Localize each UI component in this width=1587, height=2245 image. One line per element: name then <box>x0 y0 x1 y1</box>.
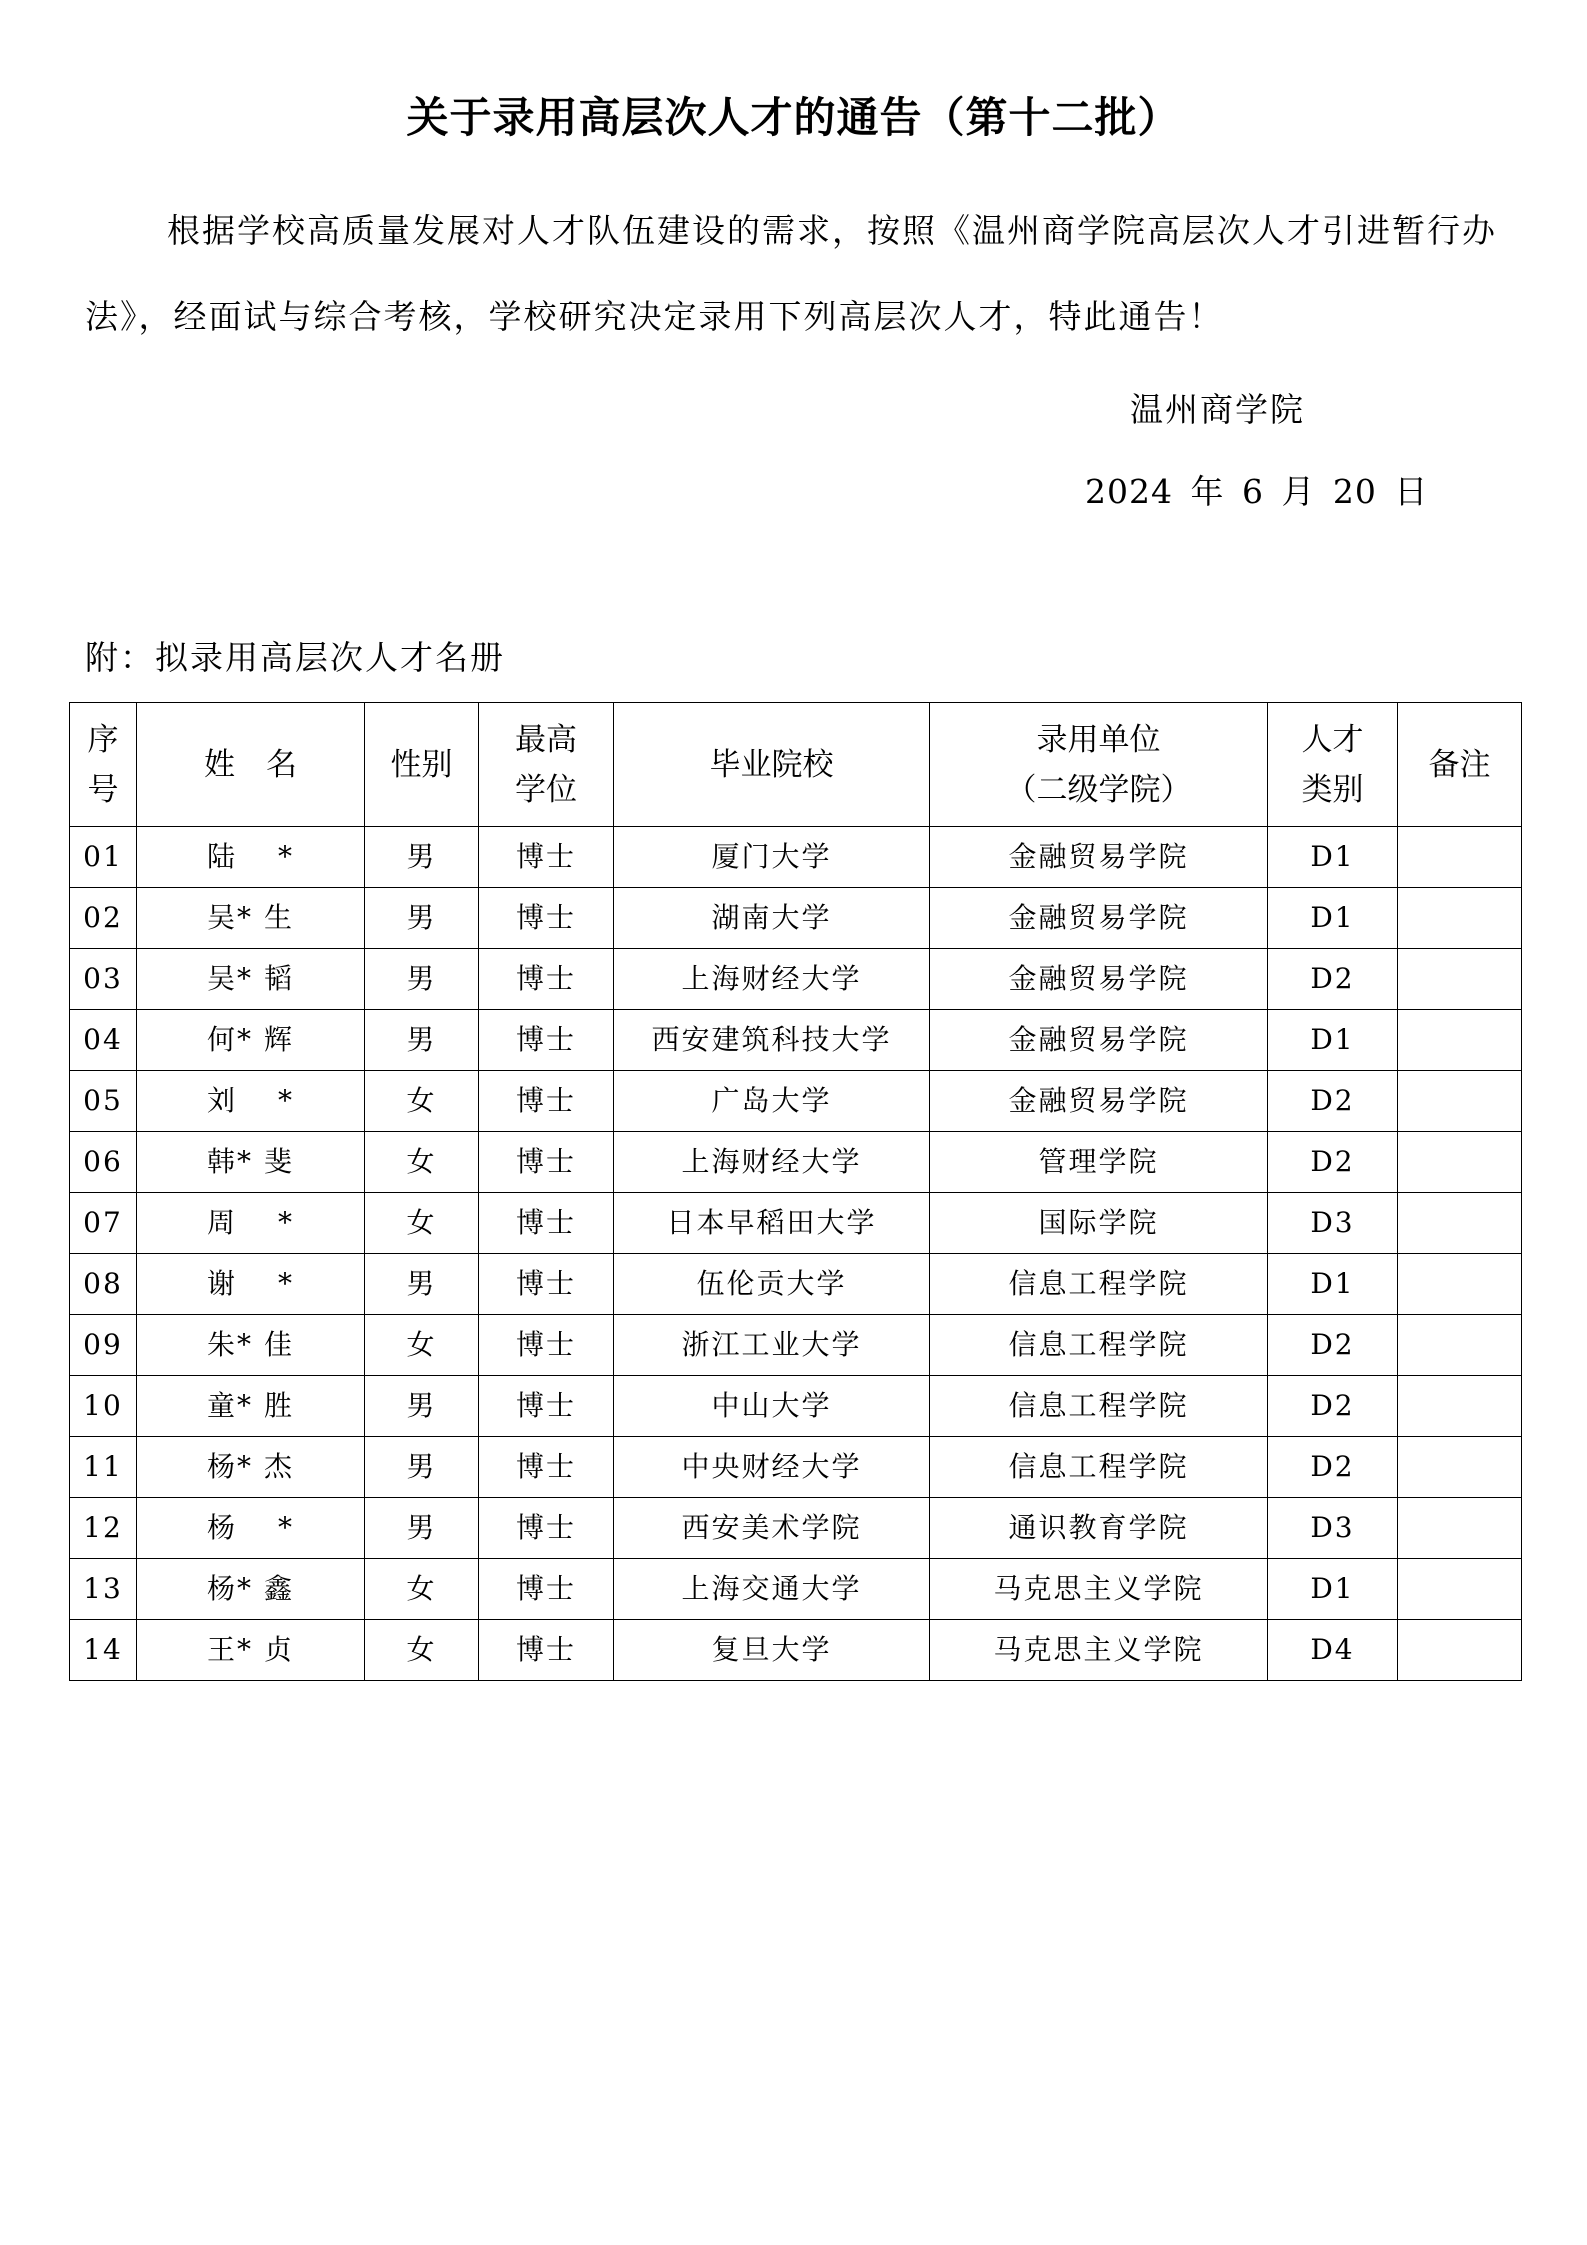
cell-unit: 信息工程学院 <box>930 1437 1268 1498</box>
cell-seq: 02 <box>70 888 137 949</box>
cell-unit: 金融贸易学院 <box>930 888 1268 949</box>
cell-name: 刘 * <box>137 1071 365 1132</box>
cell-unit: 信息工程学院 <box>930 1315 1268 1376</box>
cell-school: 上海交通大学 <box>614 1559 930 1620</box>
cell-name: 杨 * <box>137 1498 365 1559</box>
cell-degree: 博士 <box>479 1376 614 1437</box>
cell-seq: 11 <box>70 1437 137 1498</box>
cell-gender: 男 <box>365 1498 479 1559</box>
table-row <box>70 1010 1522 1071</box>
cell-name: 王* 贞 <box>137 1620 365 1681</box>
table-row <box>70 1254 1522 1315</box>
header-degree <box>479 703 614 827</box>
cell-unit: 通识教育学院 <box>930 1498 1268 1559</box>
cell-name: 童* 胜 <box>137 1376 365 1437</box>
header-seq <box>70 703 137 827</box>
cell-school: 湖南大学 <box>614 888 930 949</box>
cell-category: D1 <box>1268 1559 1398 1620</box>
cell-school: 中山大学 <box>614 1376 930 1437</box>
document-title: 关于录用高层次人才的通告（第十二批） <box>406 93 1181 142</box>
cell-gender: 男 <box>365 1254 479 1315</box>
cell-remarks <box>1398 1620 1522 1681</box>
cell-gender: 女 <box>365 1315 479 1376</box>
table-row <box>70 1620 1522 1681</box>
cell-seq: 06 <box>70 1132 137 1193</box>
table-row <box>70 949 1522 1010</box>
cell-name: 吴* 韬 <box>137 949 365 1010</box>
cell-remarks <box>1398 1376 1522 1437</box>
cell-seq: 09 <box>70 1315 137 1376</box>
table-row <box>70 1376 1522 1437</box>
header-school: 毕业院校 <box>614 703 930 827</box>
cell-gender: 男 <box>365 1437 479 1498</box>
cell-remarks <box>1398 888 1522 949</box>
cell-category: D2 <box>1268 1376 1398 1437</box>
cell-seq: 07 <box>70 1193 137 1254</box>
cell-degree: 博士 <box>479 1498 614 1559</box>
cell-unit: 信息工程学院 <box>930 1254 1268 1315</box>
cell-name: 韩* 斐 <box>137 1132 365 1193</box>
table-row <box>70 1437 1522 1498</box>
cell-seq: 04 <box>70 1010 137 1071</box>
cell-name: 杨* 杰 <box>137 1437 365 1498</box>
header-unit-line1: 录用单位 <box>1036 721 1161 758</box>
cell-remarks <box>1398 1010 1522 1071</box>
cell-degree: 博士 <box>479 1620 614 1681</box>
cell-gender: 女 <box>365 1132 479 1193</box>
issue-date: 2024 年 6 月 20 日 <box>1085 472 1429 511</box>
cell-degree: 博士 <box>479 827 614 888</box>
header-degree-line2: 学位 <box>515 771 577 808</box>
cell-degree: 博士 <box>479 1193 614 1254</box>
cell-remarks <box>1398 1498 1522 1559</box>
cell-unit: 金融贸易学院 <box>930 827 1268 888</box>
cell-gender: 男 <box>365 888 479 949</box>
cell-name: 杨* 鑫 <box>137 1559 365 1620</box>
cell-school: 厦门大学 <box>614 827 930 888</box>
cell-school: 伍伦贡大学 <box>614 1254 930 1315</box>
cell-school: 中央财经大学 <box>614 1437 930 1498</box>
cell-name: 吴* 生 <box>137 888 365 949</box>
header-unit-line2: （二级学院） <box>1005 771 1192 808</box>
cell-gender: 男 <box>365 827 479 888</box>
cell-seq: 14 <box>70 1620 137 1681</box>
cell-degree: 博士 <box>479 1315 614 1376</box>
cell-gender: 男 <box>365 1010 479 1071</box>
cell-seq: 05 <box>70 1071 137 1132</box>
cell-seq: 08 <box>70 1254 137 1315</box>
cell-unit: 管理学院 <box>930 1132 1268 1193</box>
cell-school: 西安美术学院 <box>614 1498 930 1559</box>
table-row <box>70 888 1522 949</box>
cell-degree: 博士 <box>479 1071 614 1132</box>
cell-school: 上海财经大学 <box>614 949 930 1010</box>
cell-gender: 女 <box>365 1193 479 1254</box>
cell-seq: 01 <box>70 827 137 888</box>
cell-degree: 博士 <box>479 949 614 1010</box>
table-row <box>70 1559 1522 1620</box>
cell-remarks <box>1398 1132 1522 1193</box>
cell-gender: 男 <box>365 1376 479 1437</box>
notice-paragraph: 根据学校高质量发展对人才队伍建设的需求，按照《温州商学院高层次人才引进暂行办法》，经面试与综合考核，学校研究决定录用下列高层次人才，特此通告！ <box>85 211 1497 336</box>
header-seq-line1: 序 <box>87 721 119 758</box>
issuer-name: 温州商学院 <box>1130 390 1305 429</box>
cell-unit: 金融贸易学院 <box>930 1010 1268 1071</box>
header-gender: 性别 <box>365 703 479 827</box>
header-remarks: 备注 <box>1398 703 1522 827</box>
cell-unit: 马克思主义学院 <box>930 1559 1268 1620</box>
cell-category: D2 <box>1268 1071 1398 1132</box>
cell-category: D3 <box>1268 1498 1398 1559</box>
cell-name: 谢 * <box>137 1254 365 1315</box>
cell-remarks <box>1398 949 1522 1010</box>
table-row <box>70 827 1522 888</box>
table-header-row <box>70 703 1522 827</box>
cell-category: D3 <box>1268 1193 1398 1254</box>
cell-unit: 信息工程学院 <box>930 1376 1268 1437</box>
cell-school: 西安建筑科技大学 <box>614 1010 930 1071</box>
cell-school: 上海财经大学 <box>614 1132 930 1193</box>
cell-category: D2 <box>1268 1437 1398 1498</box>
cell-unit: 金融贸易学院 <box>930 1071 1268 1132</box>
header-name: 姓 名 <box>137 703 365 827</box>
header-category <box>1268 703 1398 827</box>
talent-roster-table <box>69 702 1522 1681</box>
cell-gender: 男 <box>365 949 479 1010</box>
cell-name: 周 * <box>137 1193 365 1254</box>
cell-school: 浙江工业大学 <box>614 1315 930 1376</box>
cell-remarks <box>1398 1437 1522 1498</box>
cell-degree: 博士 <box>479 1254 614 1315</box>
header-degree-line1: 最高 <box>515 721 577 758</box>
cell-remarks <box>1398 1559 1522 1620</box>
cell-category: D2 <box>1268 1132 1398 1193</box>
cell-name: 陆 * <box>137 827 365 888</box>
cell-seq: 03 <box>70 949 137 1010</box>
header-category-line1: 人才 <box>1301 721 1364 758</box>
cell-gender: 女 <box>365 1071 479 1132</box>
cell-degree: 博士 <box>479 1132 614 1193</box>
cell-school: 复旦大学 <box>614 1620 930 1681</box>
cell-degree: 博士 <box>479 888 614 949</box>
appendix-title: 附：拟录用高层次人才名册 <box>85 638 505 677</box>
table-row <box>70 1132 1522 1193</box>
cell-category: D4 <box>1268 1620 1398 1681</box>
cell-category: D1 <box>1268 1254 1398 1315</box>
header-unit <box>930 703 1268 827</box>
table-row <box>70 1498 1522 1559</box>
cell-name: 朱* 佳 <box>137 1315 365 1376</box>
cell-school: 日本早稻田大学 <box>614 1193 930 1254</box>
table-row <box>70 1193 1522 1254</box>
cell-category: D2 <box>1268 1315 1398 1376</box>
header-seq-line2: 号 <box>87 771 119 808</box>
cell-category: D1 <box>1268 888 1398 949</box>
cell-unit: 金融贸易学院 <box>930 949 1268 1010</box>
cell-unit: 国际学院 <box>930 1193 1268 1254</box>
cell-remarks <box>1398 1193 1522 1254</box>
cell-category: D1 <box>1268 1010 1398 1071</box>
cell-school: 广岛大学 <box>614 1071 930 1132</box>
cell-degree: 博士 <box>479 1559 614 1620</box>
cell-seq: 10 <box>70 1376 137 1437</box>
table-row <box>70 1071 1522 1132</box>
cell-name: 何* 辉 <box>137 1010 365 1071</box>
header-category-line2: 类别 <box>1301 771 1364 808</box>
cell-unit: 马克思主义学院 <box>930 1620 1268 1681</box>
cell-remarks <box>1398 1254 1522 1315</box>
table-row <box>70 1315 1522 1376</box>
cell-gender: 女 <box>365 1559 479 1620</box>
cell-category: D1 <box>1268 827 1398 888</box>
cell-degree: 博士 <box>479 1010 614 1071</box>
cell-category: D2 <box>1268 949 1398 1010</box>
cell-seq: 12 <box>70 1498 137 1559</box>
cell-gender: 女 <box>365 1620 479 1681</box>
cell-degree: 博士 <box>479 1437 614 1498</box>
cell-seq: 13 <box>70 1559 137 1620</box>
cell-remarks <box>1398 1315 1522 1376</box>
cell-remarks <box>1398 1071 1522 1132</box>
cell-remarks <box>1398 827 1522 888</box>
